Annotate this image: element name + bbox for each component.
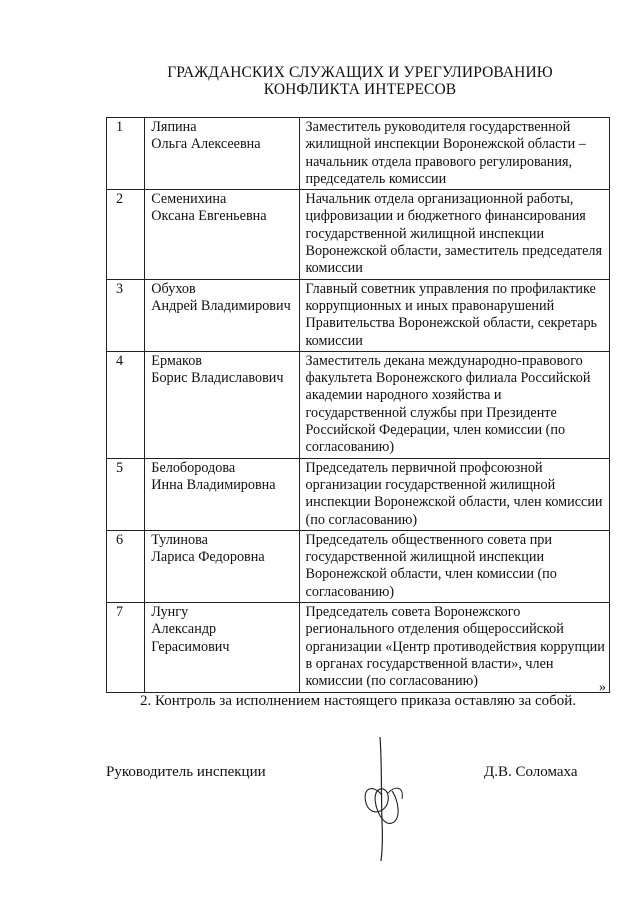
title-line-1: ГРАЖДАНСКИХ СЛУЖАЩИХ И УРЕГУЛИРОВАНИЮ [167,64,553,81]
member-name [145,118,299,190]
member-surname: Семенихина [151,191,227,208]
member-given-names: Лариса Федоровна [151,549,265,566]
table-row [107,530,610,602]
row-number: 4 [107,351,145,458]
member-name [145,351,299,458]
table-row [107,351,610,458]
table-row [107,458,610,530]
member-role: Начальник отдела организационной работы, цифровизации и бюджетного финансирования государственной жилищной инспекции Воронежской области, заместитель председателя комиссии [299,190,609,279]
member-given-names: Александр [151,621,217,638]
member-given-names: Инна Владимировна [151,476,276,493]
row-number: 1 [107,118,145,190]
member-role: Заместитель декана международно-правового факультета Воронежского филиала Российской академии народного хозяйства и государственной службы при Президенте Российской Федерации, член комиссии (по согласованию) [299,351,609,458]
commission-members-table [106,117,610,693]
member-name [145,458,299,530]
member-given-names: Андрей Владимирович [151,297,291,314]
member-role: Председатель совета Воронежского регионального отделения общероссийской организации «Центр противодействия коррупции в органах государственной власти», член комиссии (по согласованию) [299,603,609,692]
row-number: 5 [107,458,145,530]
signature-icon [352,733,412,865]
member-name [145,530,299,602]
row-number: 3 [107,279,145,351]
member-role: Председатель первичной профсоюзной организации государственной жилищной инспекции Воронежской области, член комиссии (по согласованию) [299,458,609,530]
closing-quote-mark: » [599,680,606,695]
row-number: 6 [107,530,145,602]
member-role: Председатель общественного совета при государственной жилищной инспекции Воронежской области, член комиссии (по согласованию) [299,530,609,602]
member-given-names: Ольга Алексеевна [151,136,261,153]
row-number: 7 [107,603,145,692]
signer-title: Руководитель инспекции [106,764,266,780]
signer-name: Д.В. Соломаха [484,764,578,780]
row-number: 2 [107,190,145,279]
member-surname: Белобородова [151,459,236,476]
member-role: Главный советник управления по профилактике коррупционных и иных правонарушений Правительства Воронежской области, секретарь комиссии [299,279,609,351]
member-surname: Тулинова [151,531,208,548]
member-patronymic: Герасимович [151,638,230,655]
member-surname: Ермаков [151,352,202,369]
member-surname: Обухов [151,280,196,297]
member-name [145,603,299,692]
title-line-2: КОНФЛИКТА ИНТЕРЕСОВ [263,81,457,98]
member-name [145,279,299,351]
table-row [107,603,610,692]
table-row [107,190,610,279]
document-title [100,64,620,98]
member-given-names: Оксана Евгеньевна [151,208,267,225]
table-row [107,279,610,351]
table-row [107,118,610,190]
member-surname: Ляпина [151,119,197,135]
member-role: Заместитель руководителя государственной жилищной инспекции Воронежской области – начальник отдела правового регулирования, председатель комиссии [299,118,609,190]
member-name [145,190,299,279]
control-paragraph: 2. Контроль за исполнением настоящего приказа оставляю за собой. [140,693,577,709]
member-surname: Лунгу [151,604,189,621]
member-given-names: Борис Владиславович [151,370,284,387]
